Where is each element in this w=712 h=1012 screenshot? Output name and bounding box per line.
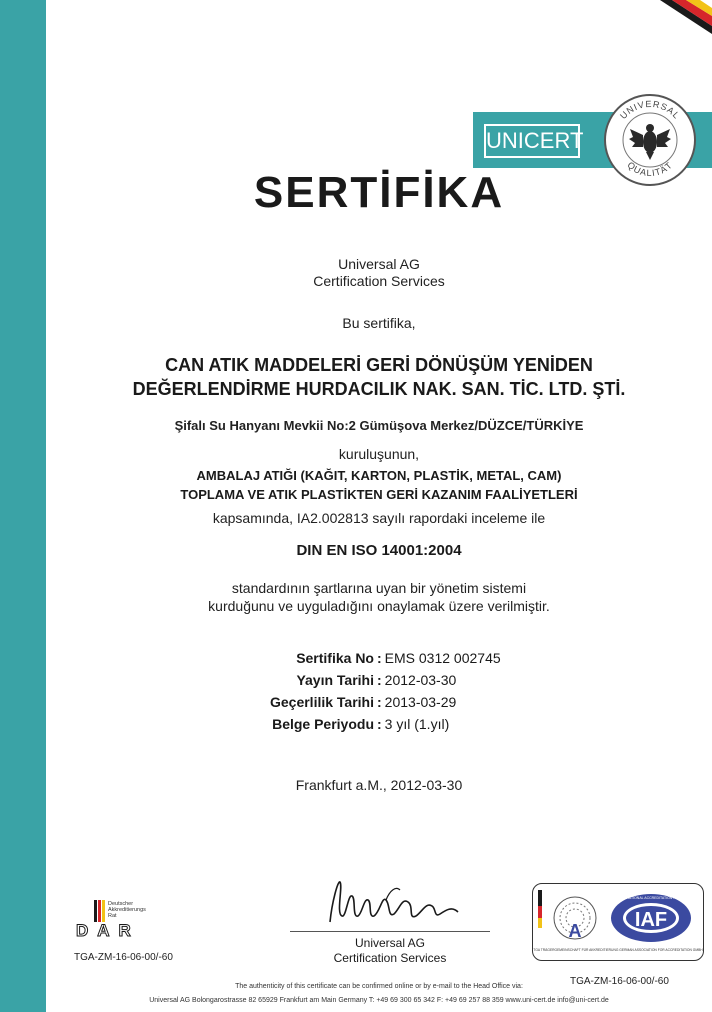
certificate-title: SERTİFİKA [253,168,505,217]
dar-accreditation-logo [72,898,182,938]
conformity-line-1: standardının şartlarına uyan bir yönetim sistemi [231,580,527,596]
detail-row: Geçerlilik Tarihi : 2013-03-29 [200,694,600,716]
company-address: Şifalı Su Hanyanı Mevkii No:2 Gümüşova Merkez/DÜZCE/TÜRKİYE [174,418,584,433]
activity-line-2: TOPLAMA VE ATIK PLASTİKTEN GERİ KAZANIM FAALİYETLERİ [180,487,578,502]
iaf-ring-text: INTERNATIONAL ACCREDITATION FORUM [615,896,687,900]
iaf-label: IAF [634,909,668,931]
place-and-date: Frankfurt a.M., 2012-03-30 [295,777,463,793]
signature-name-line-1: Universal AG [354,936,426,950]
tga-iaf-logos [533,884,703,960]
activity-line-1: AMBALAJ ATIĞI (KAĞIT, KARTON, PLASTİK, METAL, CAM) [196,468,562,483]
conformity-line-2: kurduğunu ve uyguladığını onaylamak üzere verilmiştir. [208,598,550,614]
detail-value: 2013-03-29 [384,694,457,710]
handwritten-signature [290,872,490,932]
certificate-details [200,650,600,738]
company-name-line-1: CAN ATIK MADDELERİ GERİ DÖNÜŞÜM YENİDEN [165,355,593,375]
detail-row: Belge Periyodu : 3 yıl (1.yıl) [200,716,600,738]
signature-line [290,931,490,932]
detail-value: 2012-03-30 [384,672,457,688]
seal-bottom-text: QUALITÄT [625,159,675,179]
detail-value: 3 yıl (1.yıl) [384,716,450,732]
unicert-logo: UNICERT [484,124,580,158]
dar-logo-text: DAR [76,921,140,938]
dar-caption-1: Deutscher [108,901,134,907]
dar-caption-3: Rat [108,913,117,919]
issuer-line-1: Universal AG [338,256,420,272]
company-name-line-2: DEĞERLENDİRME HURDACILIK NAK. SAN. TİC. LTD. ŞTİ. [132,379,626,399]
dar-caption-2: Akkreditierungs [108,907,146,913]
intro-text: Bu sertifika, [342,315,416,331]
tga-globe-icon [554,897,596,941]
tga-iaf-accreditation-box [532,883,704,961]
teal-side-bar [0,0,46,1012]
iaf-logo [611,894,691,942]
tga-caption: TGA TRÄGERGEMEINSCHAFT FÜR AKKREDITIERUNG GERMAN ASSOCIATION FOR ACCREDITATION GMBH [533,948,703,952]
signature-name [290,936,490,966]
footer-authenticity-note: The authenticity of this certificate can be confirmed online or by e-mail to the Head Office via: [235,983,523,990]
issuer-line-2: Certification Services [313,273,445,289]
detail-row: Yayın Tarihi : 2012-03-30 [200,672,600,694]
detail-label: Sertifika No [296,650,374,666]
standard-name: DIN EN ISO 14001:2004 [296,542,462,559]
footer-contact-line: Universal AG Bolongarostrasse 82 65929 Frankfurt am Main Germany T: +49 69 300 65 342 F: +49 69 257 88 359 www.uni-cert.de info@uni-cert.de [149,997,609,1004]
dar-code: TGA-ZM-16-06-00/-60 [74,952,173,963]
tga-code: TGA-ZM-16-06-00/-60 [570,976,669,987]
seal-top-text: UNIVERSAL [618,98,683,122]
svg-text:A: A [568,921,582,941]
detail-label: Yayın Tarihi [296,672,374,688]
detail-label: Belge Periyodu [272,716,374,732]
detail-row: Sertifika No : EMS 0312 002745 [200,650,600,672]
scope-text: kapsamında, IA2.002813 sayılı rapordaki inceleme ile [212,510,546,526]
detail-value: EMS 0312 002745 [384,650,501,666]
signature-name-line-2: Certification Services [333,951,447,965]
german-flag-corner [642,0,712,40]
kurulusunun-text: kuruluşunun, [338,446,420,462]
detail-label: Geçerlilik Tarihi [269,694,374,710]
